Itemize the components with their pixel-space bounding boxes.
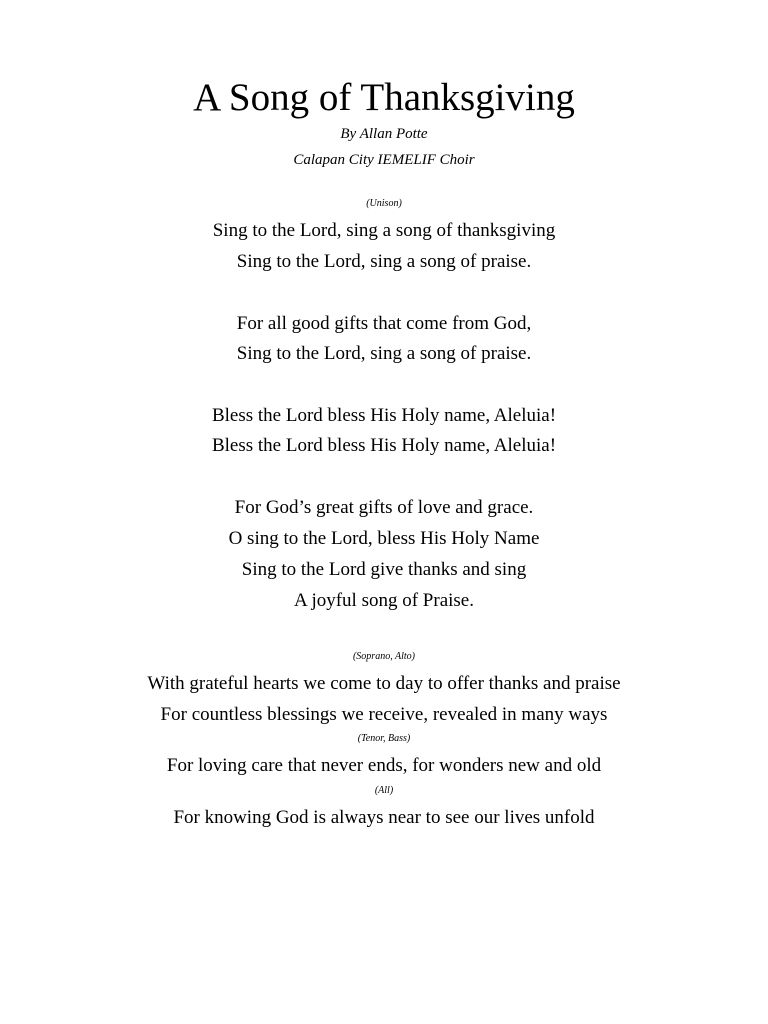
page-title: A Song of Thanksgiving xyxy=(193,76,575,119)
lyric-line: For knowing God is always near to see our lives unfold xyxy=(173,807,595,828)
voice-cue-tenor-bass: (Tenor, Bass) xyxy=(357,733,411,744)
lyric-line: For countless blessings we receive, revealed in many ways xyxy=(160,704,608,725)
voice-cue-soprano-alto: (Soprano, Alto) xyxy=(352,651,416,662)
author-line: By Allan Potte xyxy=(340,126,428,142)
lyric-line: Bless the Lord bless His Holy name, Aleluia! xyxy=(211,435,557,456)
lyric-line: Sing to the Lord, sing a song of praise. xyxy=(236,251,532,272)
lyric-line: O sing to the Lord, bless His Holy Name xyxy=(228,528,540,549)
lyric-line: Sing to the Lord give thanks and sing xyxy=(241,559,527,580)
lyric-line: For God’s great gifts of love and grace. xyxy=(234,497,534,518)
lyric-line: Sing to the Lord, sing a song of thanksgiving xyxy=(212,220,556,241)
lyric-line: For all good gifts that come from God, xyxy=(236,313,532,334)
lyric-line: Sing to the Lord, sing a song of praise. xyxy=(236,343,532,364)
lyric-line: Bless the Lord bless His Holy name, Aleluia! xyxy=(211,405,557,426)
voice-cue-all: (All) xyxy=(374,785,394,796)
lyric-line: A joyful song of Praise. xyxy=(294,590,474,611)
voice-cue-unison: (Unison) xyxy=(366,198,402,209)
lyric-line: For loving care that never ends, for wonders new and old xyxy=(166,755,602,776)
choir-line: Calapan City IEMELIF Choir xyxy=(293,152,475,168)
lyric-line: With grateful hearts we come to day to offer thanks and praise xyxy=(147,673,621,694)
